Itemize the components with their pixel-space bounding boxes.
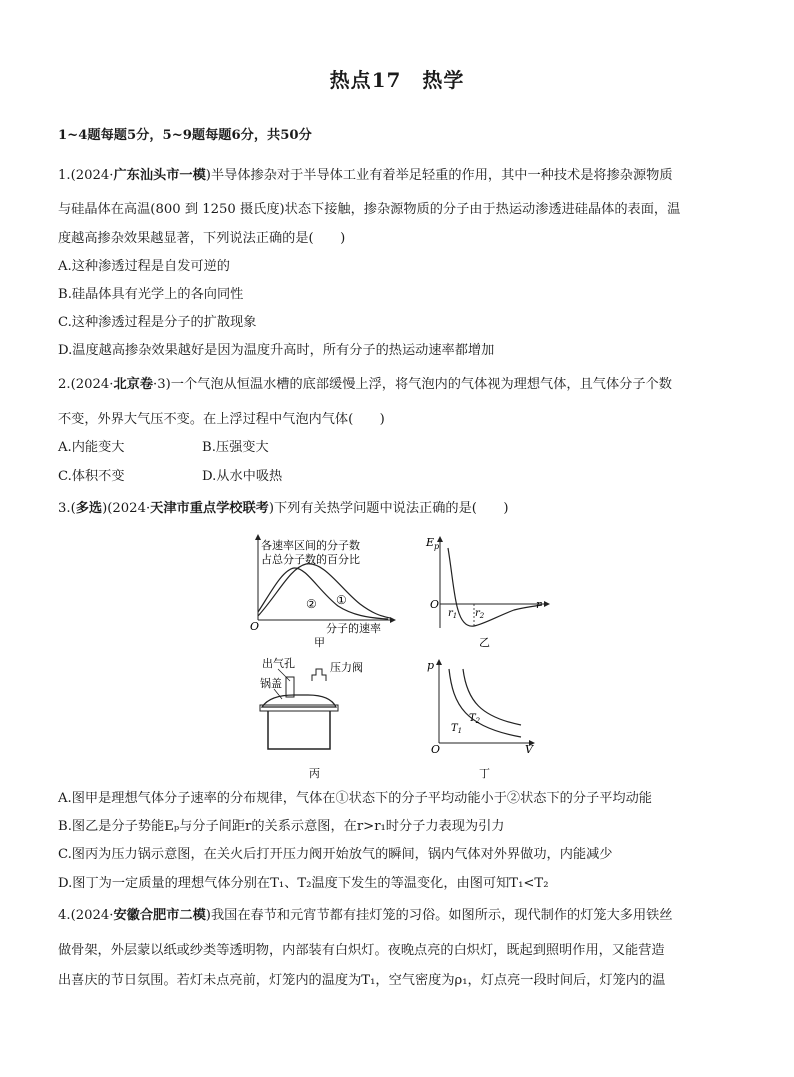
q3-option-c: C.图丙为压力锅示意图，在关火后打开压力阀开始放气的瞬间，锅内气体对外界做功，内能减少 <box>58 847 613 862</box>
q2-option-b: B.压强变大 <box>202 440 269 455</box>
q3-multi: 多选 <box>75 501 103 516</box>
jia-caption: 甲 <box>314 636 325 649</box>
yi-caption: 乙 <box>479 636 490 649</box>
ding-t1-label: $T_1$ <box>451 723 463 735</box>
q3-stem <box>58 500 508 518</box>
q2-option-d: D.从水中吸热 <box>202 469 283 484</box>
jia-xlabel: 分子的速率 <box>326 622 381 635</box>
q1-prefix: 1.(2024· <box>58 168 114 183</box>
q3-mid: )(2024· <box>102 501 151 516</box>
bing-valve-shape <box>312 669 326 681</box>
q3-option-d: D.图丁为一定质量的理想气体分别在T₁、T₂温度下发生的等温变化，由图可知T₁<T₂ <box>58 876 549 891</box>
figure-ding <box>425 655 545 780</box>
ding-origin: O <box>431 743 441 756</box>
q1-line1 <box>58 167 673 185</box>
ding-t2-label: $T_2$ <box>469 713 481 725</box>
figure-yi <box>422 532 552 650</box>
bing-rim <box>260 705 338 711</box>
q1-option-c: C.这种渗透过程是分子的扩散现象 <box>58 315 257 330</box>
q4-line2: 做骨架，外层蒙以纸或纱类等透明物，内部装有白炽灯。夜晚点亮的白炽灯，既起到照明作用，又能营造 <box>58 943 665 958</box>
q2-option-a: A.内能变大 <box>58 440 125 455</box>
q1-line3: 度越高掺杂效果越显著，下列说法正确的是( ) <box>58 231 346 246</box>
q4-prefix: 4.(2024· <box>58 908 114 923</box>
q4-source: 安徽合肥市二模 <box>113 908 206 923</box>
q3-rest: )下列有关热学问题中说法正确的是( ) <box>268 501 509 516</box>
bing-pot <box>268 711 330 749</box>
q1-option-d: D.温度越高掺杂效果越好是因为温度升高时，所有分子的热运动速率都增加 <box>58 343 495 358</box>
yi-curve <box>448 548 542 626</box>
q1-source: 广东汕头市一模 <box>113 168 206 183</box>
bing-lid-label: 锅盖 <box>260 677 282 690</box>
q3-option-a: A.图甲是理想气体分子速率的分布规律，气体在①状态下的分子平均动能小于②状态下的分子平均动能 <box>58 791 652 806</box>
q2-line2: 不变，外界大气压不变。在上浮过程中气泡内气体( ) <box>58 412 385 427</box>
yi-r1-label: $r_1$ <box>448 608 458 620</box>
figure-jia <box>248 532 398 650</box>
q3-prefix: 3.( <box>58 501 76 516</box>
q4-rest: )我国在春节和元宵节都有挂灯笼的习俗。如图所示，现代制作的灯笼大多用铁丝 <box>205 908 673 923</box>
q2-source: 北京卷 <box>113 377 154 392</box>
q1-line2: 与硅晶体在高温(800 到 1250 摄氏度)状态下接触，掺杂源物质的分子由于热运动渗透进硅晶体的表面，温 <box>58 202 681 217</box>
q2-line1 <box>58 376 672 394</box>
q2-prefix: 2.(2024· <box>58 377 114 392</box>
q4-line1 <box>58 907 673 925</box>
q1-option-b: B.硅晶体具有光学上的各向同性 <box>58 287 244 302</box>
jia-curve-1 <box>258 564 390 618</box>
q1-option-a: A.这种渗透过程是自发可逆的 <box>58 259 230 274</box>
yi-r2-label: $r_2$ <box>475 608 485 620</box>
jia-ylabel-2: 占总分子数的百分比 <box>261 553 360 566</box>
bing-outlet-pipe <box>286 677 294 697</box>
jia-curve-1-label: ① <box>336 593 347 607</box>
ding-y-arrow <box>436 659 442 665</box>
jia-ylabel-1: 各速率区间的分子数 <box>261 539 360 552</box>
yi-xlabel: r <box>536 598 542 611</box>
ding-caption: 丁 <box>479 767 490 780</box>
yi-x-arrow <box>544 601 550 607</box>
figure-bing <box>250 655 370 780</box>
score-note: 1~4题每题5分，5~9题每题6分，共50分 <box>58 128 312 143</box>
page-title: 热点17 热学 <box>329 68 465 92</box>
bing-caption: 丙 <box>309 767 320 780</box>
q4-line3: 出喜庆的节日氛围。若灯未点亮前，灯笼内的温度为T₁，空气密度为ρ₁，灯点亮一段时间后，灯笼内的温 <box>58 973 666 988</box>
bing-valve-label: 压力阀 <box>330 661 363 674</box>
yi-ylabel: $E_p$ <box>426 536 440 551</box>
jia-curve-2 <box>258 568 388 619</box>
jia-origin: O <box>250 620 260 633</box>
jia-curve-2-label: ② <box>306 597 317 611</box>
q2-option-c: C.体积不变 <box>58 469 125 484</box>
bing-outlet-label: 出气孔 <box>262 657 295 670</box>
q2-rest: ·3)一个气泡从恒温水槽的底部缓慢上浮，将气泡内的气体视为理想气体，且气体分子个数 <box>153 377 672 392</box>
q1-rest: )半导体掺杂对于半导体工业有着举足轻重的作用，其中一种技术是将掺杂源物质 <box>205 168 673 183</box>
q3-option-b: B.图乙是分子势能Eₚ与分子间距r的关系示意图，在r>r₁时分子力表现为引力 <box>58 819 505 834</box>
ding-xlabel: V <box>525 743 533 756</box>
q3-source: 天津市重点学校联考 <box>150 501 269 516</box>
jia-x-arrow <box>390 617 396 623</box>
ding-ylabel: p <box>427 659 435 672</box>
yi-origin: O <box>430 598 440 611</box>
